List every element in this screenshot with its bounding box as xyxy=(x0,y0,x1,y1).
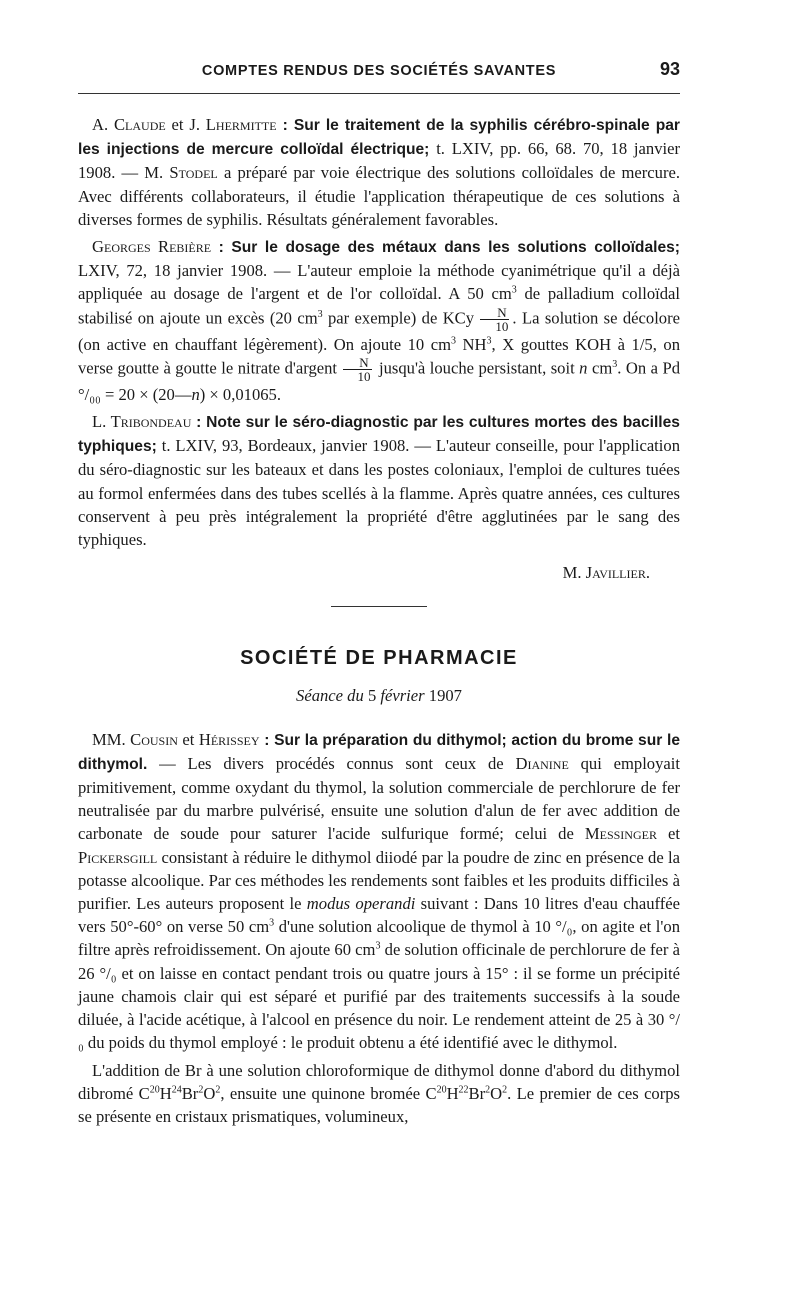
fraction-numerator: N xyxy=(480,306,509,320)
superscript: 24 xyxy=(171,1084,182,1096)
entry-text: NH xyxy=(456,334,487,354)
entry-text: , ensuite une quinone bromée C xyxy=(220,1083,437,1103)
author-name: A. Claude xyxy=(92,115,166,134)
entry-claude-lhermitte xyxy=(78,113,680,231)
entry-text: de palladium colloïdal stabilisé on ajoute un excès (20 cm xyxy=(78,284,680,327)
entry-title: : Sur le traitement de la syphilis cérébro-spinale par les injections de mercure colloïdal électrique; xyxy=(78,117,680,159)
entry-tribondeau xyxy=(78,410,680,551)
entry-reference: t. LXIV, pp. 66, 68. 70, 18 janvier 1908. — M. xyxy=(78,139,681,183)
author-name: Hérissey xyxy=(198,729,260,749)
superscript: 3 xyxy=(269,917,275,929)
cited-name: Messinger xyxy=(584,824,657,844)
author-name: Cousin xyxy=(130,729,178,749)
entry-rebiere xyxy=(78,235,680,406)
entry-text: consistant à réduire le dithymol diiodé par la poudre de zinc en présence de la potasse alcoolique. Par ces méthodes les rendements sont faibles et les produits difficiles à purifier. Les auteurs proposent le xyxy=(78,847,680,914)
entry-text: — Les divers procédés connus sont ceux de xyxy=(147,753,516,773)
variable-n: n xyxy=(579,358,588,378)
superscript: 3 xyxy=(317,308,323,320)
italic-term: modus operandi xyxy=(306,894,416,914)
entry-text: par exemple) de KCy xyxy=(322,307,480,327)
session-date xyxy=(78,684,680,707)
fraction-denominator: 10 xyxy=(357,368,371,384)
superscript: 2 xyxy=(215,1084,221,1096)
entry-title: : Note sur le séro-diagnostic par les cultures mortes des bacilles typhiques; xyxy=(78,414,680,456)
superscript: 20 xyxy=(436,1084,447,1096)
superscript: 3 xyxy=(451,335,457,347)
conjunction: et xyxy=(656,824,681,844)
session-year: 1907 xyxy=(428,686,462,706)
entry-body: a préparé par voie électrique des solutions colloïdales de mercure. Avec différents collaborateurs, il étudie l'application thérapeutique de ces solutions à diverses formes de syphilis. Résultats généralement favorables. xyxy=(78,163,681,229)
entry-text: ) × 0,01065. xyxy=(199,384,281,404)
entry-title: : Sur le dosage des métaux dans les solutions colloïdales; xyxy=(211,239,680,257)
entry-text: , X gouttes KOH à 1/5, on verse goutte à goutte le nitrate d'argent xyxy=(78,334,680,378)
fraction-numerator: N xyxy=(343,356,372,370)
entry-text: d'une solution alcoolique de thymol à 10 °/₀, on agite et l'on filtre après refroidissement. On ajoute 60 cm xyxy=(78,917,680,960)
section-title: SOCIÉTÉ DE PHARMACIE xyxy=(240,647,518,670)
header-rule xyxy=(78,93,680,94)
author-name: J. Lhermitte xyxy=(189,115,277,134)
cited-name: Dianine xyxy=(515,753,569,773)
signature: M. Javillier. xyxy=(562,563,650,583)
variable-n: n xyxy=(191,384,200,404)
entry-text: cm xyxy=(587,358,613,378)
formula-element: Br xyxy=(468,1083,486,1103)
author-name: L. Tribondeau xyxy=(92,412,192,432)
entry-bromination xyxy=(78,1059,680,1129)
page-content xyxy=(78,113,680,1128)
formula-element: H xyxy=(446,1083,459,1103)
fraction-denominator: 10 xyxy=(495,318,509,334)
superscript: 2 xyxy=(485,1084,491,1096)
formula-element: O xyxy=(490,1083,503,1103)
session-prefix: Séance du xyxy=(296,686,368,706)
entry-text: L'addition de Br à une solution chloroformique de dithymol donne d'abord du dithymol dibromé C xyxy=(78,1060,680,1103)
superscript: 2 xyxy=(502,1084,508,1096)
fraction-n-over-10 xyxy=(480,306,509,333)
formula-element: Br xyxy=(181,1083,199,1103)
entry-cousin-herissey xyxy=(78,728,680,1055)
formula-element: O xyxy=(203,1083,216,1103)
entry-text: de solution officinale de perchlorure de fer à 26 °/₀ et on laisse en contact pendant trois ou quatre jours à 15° : il se forme un précipité jaune chamois clair qui est séparé et purifié par des traitements successifs à la soude diluée, à l'acide acétique, à l'alcool en présence du noir. Le rendement atteint de 25 à 30 °/₀ du poids du thymol employé : le produit obtenu a été identifié avec le dithymol. xyxy=(78,940,680,1053)
entry-text: LXIV, 72, 18 janvier 1908. — L'auteur emploie la méthode cyanimétrique qu'il a déjà appliquée au dosage de l'argent et de l'or colloïdal. A 50 cm xyxy=(78,261,680,304)
entry-text: qui employait primitivement, comme oxydant du thymol, la solution commerciale de perchlorure de fer neutralisée par du marbre pulvérisé, ensuite une solution d'alun de fer avec addition de carbonate de soude pour saturer l'acide sulfurique formé; celui de xyxy=(78,753,680,844)
page-number: 93 xyxy=(659,59,680,79)
superscript: 22 xyxy=(458,1084,469,1096)
entry-body: t. LXIV, 93, Bordeaux, janvier 1908. — L'auteur conseille, pour l'application du séro-diagnostic sur les bateaux et dans les postes coloniaux, l'emploi de cultures tuées au formol enfermées dans des tubes scellés à la flamme. Après quatre années, ces cultures conservent à peu près intégralement la propriété d'être agglutinées par le sang des typhiques. xyxy=(78,436,680,550)
conjunction: et xyxy=(165,115,190,134)
author-name: Georges Rebière xyxy=(92,237,212,257)
running-head xyxy=(78,59,680,84)
conjunction: et xyxy=(177,729,199,749)
entry-title: : Sur la préparation du dithymol; action du brome sur le dithymol. xyxy=(78,731,680,773)
superscript: 3 xyxy=(486,335,492,347)
entry-text: . On a Pd °/₀₀ = 20 × (20— xyxy=(78,358,680,404)
superscript: 3 xyxy=(375,940,381,952)
entry-text: jusqu'à louche persistant, soit xyxy=(374,358,580,378)
author-name: Stodel xyxy=(169,163,218,183)
formula-element: H xyxy=(159,1083,172,1103)
entry-text: . Le premier de ces corps se présente en cristaux prismatiques, volumineux, xyxy=(78,1083,681,1126)
entry-text: . La solution se décolore (on active en chauffant légèrement). On ajoute 10 cm xyxy=(78,307,680,354)
authors-prefix: MM. xyxy=(92,729,131,749)
session-day: 5 xyxy=(367,686,377,706)
running-title: COMPTES RENDUS DES SOCIÉTÉS SAVANTES xyxy=(201,63,557,79)
session-month: février xyxy=(376,686,429,706)
fraction-n-over-10 xyxy=(343,356,372,383)
superscript: 20 xyxy=(149,1084,160,1096)
separator-rule xyxy=(331,606,427,607)
cited-name: Pickersgill xyxy=(78,847,158,867)
entry-text: suivant : Dans 10 litres d'eau chauffée vers 50°-60° on verse 50 cm xyxy=(78,894,680,937)
superscript: 2 xyxy=(198,1084,204,1096)
superscript: 3 xyxy=(511,284,517,296)
superscript: 3 xyxy=(612,358,618,370)
